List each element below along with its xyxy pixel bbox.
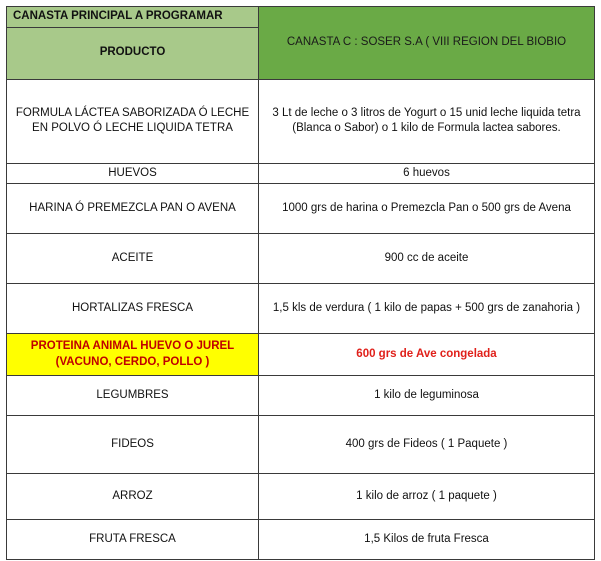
table-row: [7, 416, 595, 474]
product-cell: ACEITE: [7, 234, 259, 284]
table-title: CANASTA PRINCIPAL A PROGRAMAR: [7, 7, 259, 28]
canasta-table: [6, 6, 595, 560]
table-row: [7, 520, 595, 560]
product-cell: HORTALIZAS FRESCA: [7, 284, 259, 334]
amount-cell: 1,5 kls de verdura ( 1 kilo de papas + 500 grs de zanahoria ): [259, 284, 595, 334]
product-cell: LEGUMBRES: [7, 376, 259, 416]
header-canasta: CANASTA C : SOSER S.A ( VIII REGION DEL BIOBIO: [259, 7, 595, 80]
title-row: [7, 7, 595, 28]
table-row: [7, 284, 595, 334]
amount-cell: 1 kilo de arroz ( 1 paquete ): [259, 474, 595, 520]
product-cell: HARINA Ó PREMEZCLA PAN O AVENA: [7, 184, 259, 234]
product-cell: HUEVOS: [7, 163, 259, 184]
table-row: [7, 163, 595, 184]
product-cell-highlighted: PROTEINA ANIMAL HUEVO O JUREL (VACUNO, CERDO, POLLO ): [7, 334, 259, 376]
product-cell: ARROZ: [7, 474, 259, 520]
product-cell: FORMULA LÁCTEA SABORIZADA Ó LECHE EN POLVO Ó LECHE LIQUIDA TETRA: [7, 79, 259, 163]
table-row: [7, 376, 595, 416]
amount-cell-highlighted: 600 grs de Ave congelada: [259, 334, 595, 376]
table-row: [7, 474, 595, 520]
product-cell: FRUTA FRESCA: [7, 520, 259, 560]
amount-cell: 3 Lt de leche o 3 litros de Yogurt o 15 unid leche liquida tetra (Blanca o Sabor) o 1 kilo de Formula lactea sabores.: [259, 79, 595, 163]
amount-cell: 1 kilo de leguminosa: [259, 376, 595, 416]
product-cell: FIDEOS: [7, 416, 259, 474]
table-row: [7, 79, 595, 163]
table-row: [7, 184, 595, 234]
table-row-highlighted: [7, 334, 595, 376]
amount-cell: 400 grs de Fideos ( 1 Paquete ): [259, 416, 595, 474]
amount-cell: 900 cc de aceite: [259, 234, 595, 284]
amount-cell: 1000 grs de harina o Premezcla Pan o 500 grs de Avena: [259, 184, 595, 234]
amount-cell: 1,5 Kilos de fruta Fresca: [259, 520, 595, 560]
amount-cell: 6 huevos: [259, 163, 595, 184]
header-producto: PRODUCTO: [7, 27, 259, 79]
table-row: [7, 234, 595, 284]
